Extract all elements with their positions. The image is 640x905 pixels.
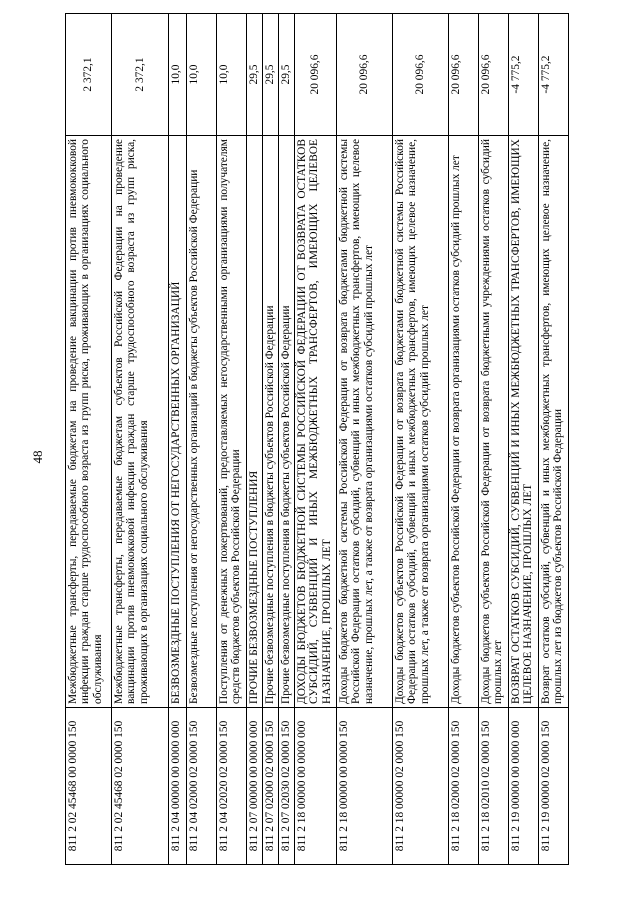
- table-row: [187, 14, 217, 865]
- table-row: [295, 14, 337, 865]
- code-cell: 811 2 02 45468 00 0000 150: [66, 708, 112, 865]
- description-cell: Доходы бюджетов бюджетной системы Российской Федерации от возврата бюджетами бюджетной системы Российской Федерации остатков субсидий, субвенций и иных межбюджетных трансфертов, имеющих целевое назначение, прошлых лет, а также от возврата организациями остатков субсидий прошлых лет: [337, 136, 393, 708]
- description-cell: ПРОЧИЕ БЕЗВОЗМЕЗДНЫЕ ПОСТУПЛЕНИЯ: [247, 136, 263, 708]
- code-cell: 811 2 04 02000 02 0000 150: [187, 708, 217, 865]
- description-cell: Прочие безвозмездные поступления в бюджеты субъектов Российской Федерации: [279, 136, 295, 708]
- rotated-table-container: [65, 35, 575, 865]
- table-row: [449, 14, 479, 865]
- description-cell: Поступления от денежных пожертвований, предоставляемых негосударственными организациями получателям средств бюджетов субъектов Российской Федерации: [217, 136, 247, 708]
- table-row: [479, 14, 509, 865]
- amount-cell: -4 775,2: [539, 14, 569, 136]
- amount-cell: 10,0: [169, 14, 187, 136]
- table-row: [112, 14, 169, 865]
- amount-cell: 29,5: [263, 14, 279, 136]
- table-row: [169, 14, 187, 865]
- code-cell: 811 2 07 00000 00 0000 000: [247, 708, 263, 865]
- description-cell: БЕЗВОЗМЕЗДНЫЕ ПОСТУПЛЕНИЯ ОТ НЕГОСУДАРСТВЕННЫХ ОРГАНИЗАЦИЙ: [169, 136, 187, 708]
- code-cell: 811 2 18 02000 02 0000 150: [449, 708, 479, 865]
- amount-cell: -4 775,2: [509, 14, 539, 136]
- code-cell: 811 2 18 00000 00 0000 000: [295, 708, 337, 865]
- code-cell: 811 2 02 45468 02 0000 150: [112, 708, 169, 865]
- amount-cell: 2 372,1: [66, 14, 112, 136]
- description-cell: Межбюджетные трансферты, передаваемые бюджетам субъектов Российской Федерации на проведение вакцинации против пневмококковой инфекции граждан старше трудоспособного возраста из групп риска, проживающих в организациях социального обслуживания: [112, 136, 169, 708]
- table-row: [337, 14, 393, 865]
- description-cell: Прочие безвозмездные поступления в бюджеты субъектов Российской Федерации: [263, 136, 279, 708]
- code-cell: 811 2 04 02020 02 0000 150: [217, 708, 247, 865]
- budget-table: [65, 13, 569, 865]
- amount-cell: 29,5: [247, 14, 263, 136]
- code-cell: 811 2 07 02000 02 0000 150: [263, 708, 279, 865]
- amount-cell: 20 096,6: [337, 14, 393, 136]
- amount-cell: 20 096,6: [393, 14, 449, 136]
- table-row: [393, 14, 449, 865]
- amount-cell: 29,5: [279, 14, 295, 136]
- code-cell: 811 2 18 02010 02 0000 150: [479, 708, 509, 865]
- description-cell: Безвозмездные поступления от негосударственных организаций в бюджеты субъектов Российской Федерации: [187, 136, 217, 708]
- amount-cell: 10,0: [217, 14, 247, 136]
- description-cell: Доходы бюджетов субъектов Российской Федерации от возврата организациями остатков субсидий прошлых лет: [449, 136, 479, 708]
- page-number: 48: [30, 450, 45, 464]
- amount-cell: 20 096,6: [479, 14, 509, 136]
- description-cell: Возврат остатков субсидий, субвенций и иных межбюджетных трансфертов, имеющих целевое назначение, прошлых лет из бюджетов субъектов Российской Федерации: [539, 136, 569, 708]
- amount-cell: 2 372,1: [112, 14, 169, 136]
- code-cell: 811 2 18 00000 02 0000 150: [393, 708, 449, 865]
- table-row: [539, 14, 569, 865]
- table-row: [509, 14, 539, 865]
- amount-cell: 10,0: [187, 14, 217, 136]
- code-cell: 811 2 19 00000 02 0000 150: [539, 708, 569, 865]
- amount-cell: 20 096,6: [295, 14, 337, 136]
- code-cell: 811 2 18 00000 00 0000 150: [337, 708, 393, 865]
- description-cell: Доходы бюджетов субъектов Российской Федерации от возврата бюджетами бюджетной системы Российской Федерации остатков субсидий, субвенций и иных межбюджетных трансфертов, имеющих целевое назначение, прошлых лет, а также от возврата организациями остатков субсидий прошлых лет: [393, 136, 449, 708]
- code-cell: 811 2 04 00000 00 0000 000: [169, 708, 187, 865]
- amount-cell: 20 096,6: [449, 14, 479, 136]
- code-cell: 811 2 19 00000 00 0000 000: [509, 708, 539, 865]
- description-cell: Доходы бюджетов субъектов Российской Федерации от возврата бюджетными учреждениями остатков субсидий прошлых лет: [479, 136, 509, 708]
- table-row: [247, 14, 263, 865]
- table-row: [263, 14, 279, 865]
- description-cell: ВОЗВРАТ ОСТАТКОВ СУБСИДИЙ, СУБВЕНЦИЙ И ИНЫХ МЕЖБЮДЖЕТНЫХ ТРАНСФЕРТОВ, ИМЕЮЩИХ ЦЕЛЕВОЕ НАЗНАЧЕНИЕ, ПРОШЛЫХ ЛЕТ: [509, 136, 539, 708]
- table-row: [66, 14, 112, 865]
- description-cell: ДОХОДЫ БЮДЖЕТОВ БЮДЖЕТНОЙ СИСТЕМЫ РОССИЙСКОЙ ФЕДЕРАЦИИ ОТ ВОЗВРАТА ОСТАТКОВ СУБСИДИЙ, СУБВЕНЦИЙ И ИНЫХ МЕЖБЮДЖЕТНЫХ ТРАНСФЕРТОВ, ИМЕЮЩИХ ЦЕЛЕВОЕ НАЗНАЧЕНИЕ, ПРОШЛЫХ ЛЕТ: [295, 136, 337, 708]
- table-row: [279, 14, 295, 865]
- code-cell: 811 2 07 02030 02 0000 150: [279, 708, 295, 865]
- table-row: [217, 14, 247, 865]
- description-cell: Межбюджетные трансферты, передаваемые бюджетам на проведение вакцинации против пневмококковой инфекции граждан старше трудоспособного возраста из групп риска, проживающих в организациях социального обслуживания: [66, 136, 112, 708]
